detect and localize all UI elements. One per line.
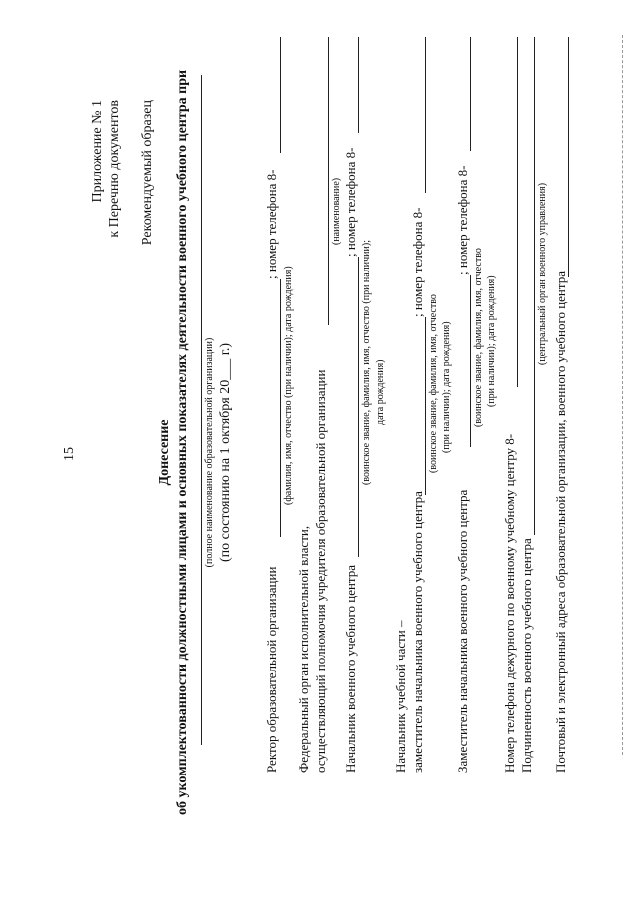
head-caption-2: дата рождения)	[375, 359, 386, 425]
deputy-name-line	[470, 275, 471, 447]
address-line	[568, 37, 569, 277]
edu-head-caption-2: (при наличии); дата рождения)	[441, 321, 452, 453]
scan-edge-line	[622, 35, 623, 755]
deputy-phone-label: ; номер телефона 8-	[455, 165, 470, 275]
subordination-line	[534, 37, 535, 535]
duty-phone-label: Номер телефона дежурного по военному учебному центру 8-	[502, 433, 517, 773]
org-name-caption: (полное наименование образовательной организации)	[204, 337, 215, 568]
edu-head-name-line	[425, 317, 426, 495]
head-name-line	[358, 257, 359, 557]
document-title: Донесение	[157, 419, 172, 486]
founder-caption: (наименование)	[331, 177, 342, 245]
deputy-phone-line	[470, 37, 471, 151]
rector-label: Ректор образовательной организации	[264, 566, 279, 773]
founder-label-1: Федеральный орган исполнительной власти,	[296, 525, 311, 773]
edu-head-label-2: заместитель начальника военного учебного центра	[410, 491, 425, 773]
subordination-label: Подчиненность военного учебного центра	[519, 538, 534, 773]
rector-phone-line	[280, 37, 281, 153]
deputy-caption-1: (воинское звание, фамилия, имя, отчество	[473, 248, 484, 427]
appendix-line-2: к Перечню документов	[107, 100, 122, 238]
rector-caption: (фамилия, имя, отчество (при наличии); дата рождения)	[283, 266, 294, 505]
org-name-line	[201, 75, 202, 745]
edu-head-caption-1: (воинское звание, фамилия, имя, отчество	[428, 294, 439, 473]
as-of-date: (по состоянию на 1 октября 20___ г.)	[218, 342, 233, 563]
deputy-label: Заместитель начальника военного учебного центра	[455, 489, 470, 773]
head-label: Начальник военного учебного центра	[343, 564, 358, 773]
deputy-caption-2: (при наличии); дата рождения)	[486, 275, 497, 407]
page-number: 15	[62, 447, 77, 461]
rector-name-line	[280, 279, 281, 537]
document-subtitle: об укомплектованности должностными лицами и основных показателях деятельности военного учебного центра при	[175, 69, 190, 815]
founder-label-2: осуществляющий полномочия учредителя образовательной организации	[313, 369, 328, 773]
edu-head-phone-label: ; номер телефона 8-	[410, 207, 425, 317]
sample-note: Рекомендуемый образец	[140, 100, 155, 246]
duty-phone-line	[517, 37, 518, 387]
head-caption-1: (воинское звание, фамилия, имя, отчество (при наличии);	[361, 240, 372, 485]
founder-name-line	[328, 37, 329, 325]
edu-head-phone-line	[425, 37, 426, 193]
edu-head-label-1: Начальник учебной части –	[393, 620, 408, 773]
address-label: Почтовый и электронный адреса образовательной организации, военного учебного центра	[553, 270, 568, 773]
appendix-line-1: Приложение № 1	[90, 100, 105, 203]
subordination-caption: (центральный орган военного управления)	[537, 182, 548, 365]
head-phone-line	[358, 37, 359, 133]
rector-phone-label: ; номер телефона 8-	[264, 169, 279, 279]
head-phone-label: ; номер телефона 8-	[343, 147, 358, 257]
